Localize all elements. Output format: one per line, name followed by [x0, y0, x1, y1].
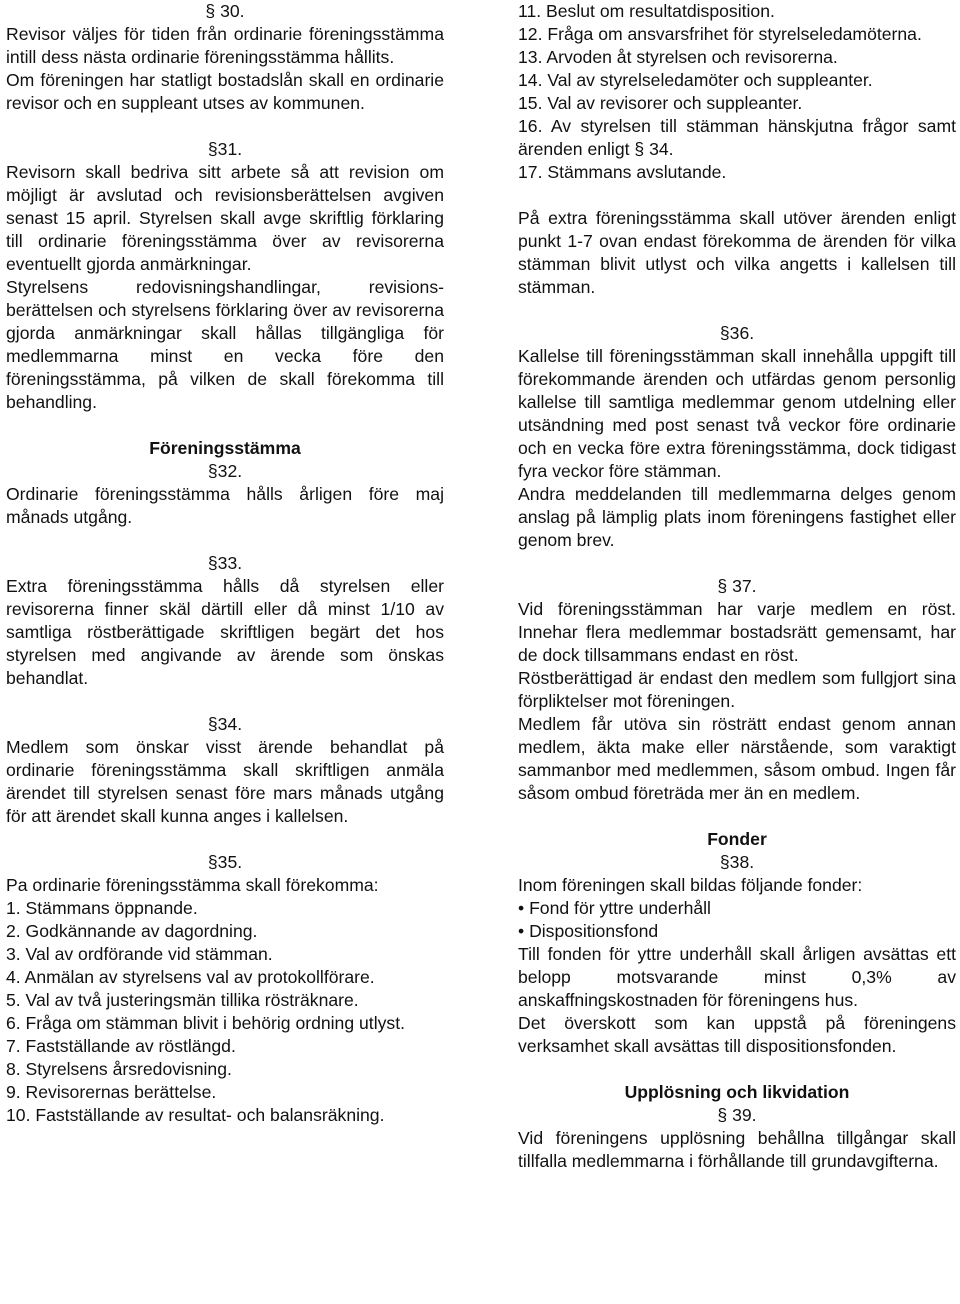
section-38-intro: Inom föreningen skall bildas följande fonder: — [518, 875, 863, 895]
agenda-item: 9. Revisorernas berättelse. — [6, 1082, 217, 1102]
section-37-paragraph-2: Röstberättigad är endast den medlem som fullgjort sina förpliktelser mot föreningen. — [518, 668, 956, 711]
agenda-item: 4. Anmälan av styrelsens val av protokollförare. — [6, 967, 375, 987]
left-column — [6, 0, 444, 1127]
section-31-paragraph-1: Revisorn skall bedriva sitt arbete så att revision om möjligt är avslutad och revisionsberättelsen avgiven senast 15 april. Styrelsen skall avge skriftlig förklaring till ordinarie föreningsstämma över av revisorerna eventuellt gjorda anmärkningar. — [6, 162, 444, 274]
agenda-item: 10. Fastställande av resultat- och balansräkning. — [6, 1105, 385, 1125]
section-32-number: §32. — [207, 461, 243, 481]
section-36-number: §36. — [719, 323, 755, 343]
agenda-item: 17. Stämmans avslutande. — [518, 162, 727, 182]
section-33-paragraph-1: Extra föreningsstämma hålls då styrelsen eller revisorerna finner skäl därtill eller då minst 1/10 av samtliga röstberättigade skriftligen begärt det hos styrelsen med angivande av ärende som önskas behandlat. — [6, 576, 444, 688]
section-37-number: § 37. — [717, 576, 757, 596]
section-31-number: §31. — [207, 139, 243, 159]
fund-list-item: • Fond för yttre underhåll — [518, 897, 956, 920]
section-36-paragraph-1: Kallelse till föreningsstämman skall innehålla uppgift till förekommande ärenden och utfärdas genom personlig kallelse till samtliga medlemmar genom utdelning eller utsändning med post senast två veckor före ordinarie och en vecka före extra föreningsstämma, dock tidigast fyra veckor före stämman. — [518, 346, 956, 481]
agenda-item: 5. Val av två justeringsmän tillika rösträknare. — [6, 990, 359, 1010]
section-30-paragraph-1: Revisor väljes för tiden från ordinarie föreningsstämma intill dess nästa ordinarie föreningsstämma hållits. — [6, 24, 444, 67]
section-34-number: §34. — [207, 714, 243, 734]
section-34-paragraph-1: Medlem som önskar visst ärende behandlat på ordinarie föreningsstämma skall skriftligen anmäla ärendet till styrelsen senast före mars månads utgång för att ärendet skall kunna anges i kallelsen. — [6, 737, 444, 826]
agenda-item: 12. Fråga om ansvarsfrihet för styrelseledamöterna. — [518, 24, 922, 44]
fund-list-item: • Dispositionsfond — [518, 920, 956, 943]
section-37-paragraph-1: Vid föreningsstämman har varje medlem en röst. Innehar flera medlemmar bostadsrätt gemensamt, har de dock tillsammans endast en röst. — [518, 599, 956, 665]
agenda-item: 6. Fråga om stämman blivit i behörig ordning utlyst. — [6, 1013, 405, 1033]
section-35-number: §35. — [207, 852, 243, 872]
section-38-paragraph-1: Till fonden för yttre underhåll skall årligen avsättas ett belopp motsvarande minst 0,3% av anskaffningskostnaden för föreningens hus. — [518, 944, 956, 1010]
agenda-item: 3. Val av ordförande vid stämman. — [6, 944, 273, 964]
agenda-item: 2. Godkännande av dagordning. — [6, 921, 258, 941]
section-35-extra-stamma: På extra föreningsstämma skall utöver ärenden enligt punkt 1-7 ovan endast förekomma de ärenden för vilka stämman blivit utlyst och vilka angetts i kallelsen till stämman. — [518, 208, 956, 297]
section-35-intro: Pa ordinarie föreningsstämma skall förekomma: — [6, 875, 379, 895]
agenda-item: 7. Fastställande av röstlängd. — [6, 1036, 236, 1056]
heading-foreningsstamma: Föreningsstämma — [149, 438, 301, 458]
section-32-paragraph-1: Ordinarie föreningsstämma hålls årligen före maj månads utgång. — [6, 484, 444, 527]
section-39-number: § 39. — [717, 1105, 757, 1125]
section-39-paragraph-1: Vid föreningens upplösning behållna tillgångar skall tillfalla medlemmarna i förhållande till grundavgifterna. — [518, 1128, 956, 1171]
right-column — [518, 0, 956, 1173]
section-30-paragraph-2: Om föreningen har statligt bostadslån skall en ordinarie revisor och en suppleant utses av kommunen. — [6, 70, 444, 113]
agenda-item: 13. Arvoden åt styrelsen och revisorerna. — [518, 47, 838, 67]
agenda-item: 15. Val av revisorer och suppleanter. — [518, 93, 803, 113]
agenda-list — [6, 897, 444, 1127]
section-33-number: §33. — [207, 553, 243, 573]
fund-list — [518, 897, 956, 943]
heading-fonder: Fonder — [707, 829, 767, 849]
section-38-number: §38. — [719, 852, 755, 872]
agenda-item: 8. Styrelsens årsredovisning. — [6, 1059, 232, 1079]
section-30-number: § 30. — [205, 1, 245, 21]
agenda-item: 1. Stämmans öppnande. — [6, 898, 198, 918]
section-31-paragraph-2: Styrelsens redovisningshandlingar, revisions-berättelsen och styrelsens förklaring över av revisorerna gjorda anmärkningar skall hållas tillgängliga för medlemmarna minst en vecka före den föreningsstämma, på vilken de skall förekomma till behandling. — [6, 277, 444, 412]
section-36-paragraph-2: Andra meddelanden till medlemmarna delges genom anslag på lämplig plats inom föreningens fastighet eller genom brev. — [518, 484, 956, 550]
agenda-list-continued — [518, 0, 956, 184]
agenda-item: 11. Beslut om resultatdisposition. — [518, 1, 775, 21]
section-37-paragraph-3: Medlem får utöva sin rösträtt endast genom annan medlem, äkta make eller närstående, som varaktigt sammanbor med medlemmen, såsom ombud. Ingen får såsom ombud företräda mer än en medlem. — [518, 714, 956, 803]
section-38-paragraph-2: Det överskott som kan uppstå på föreningens verksamhet skall avsättas till dispositionsfonden. — [518, 1013, 956, 1056]
agenda-item: 16. Av styrelsen till stämman hänskjutna frågor samt ärenden enligt § 34. — [518, 116, 956, 159]
heading-upplosning: Upplösning och likvidation — [624, 1082, 850, 1102]
agenda-item: 14. Val av styrelseledamöter och suppleanter. — [518, 70, 873, 90]
